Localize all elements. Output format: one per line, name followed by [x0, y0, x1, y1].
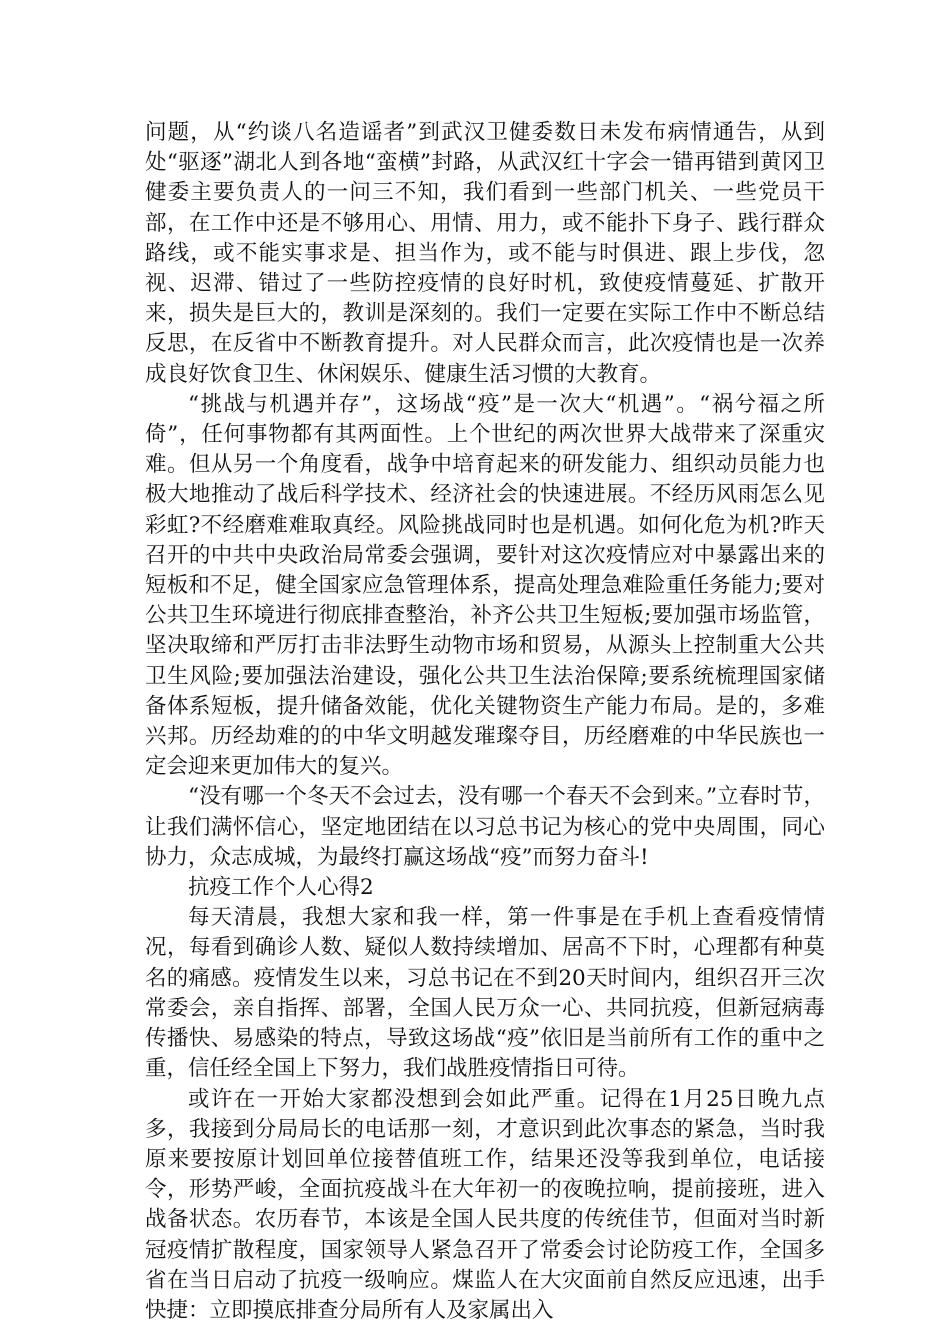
- paragraph-2: “挑战与机遇并存”，这场战“疫”是一次大“机遇”。“祸兮福之所倚”，任何事物都有其两面性。上个世纪的两次世界大战带来了深重灾难。但从另一个角度看，战争中培育起来的研发能力、组织动员能力也极大地推动了战后科学技术、经济社会的快速进展。不经历风雨怎么见彩虹?不经磨难难取真经。风险挑战同时也是机遇。如何化危为机?昨天召开的中共中央政治局常委会强调，要针对这次疫情应对中暴露出来的短板和不足，健全国家应急管理体系，提高处理急难险重任务能力;要对公共卫生环境进行彻底排查整治，补齐公共卫生短板;要加强市场监管，坚决取缔和严厉打击非法野生动物市场和贸易，从源头上控制重大公共卫生风险;要加强法治建设，强化公共卫生法治保障;要系统梳理国家储备体系短板，提升储备效能，优化关键物资生产能力布局。是的，多难兴邦。历经劫难的的中华文明越发璀璨夺目，历经磨难的中华民族也一定会迎来更加伟大的复兴。: [145, 391, 825, 780]
- paragraph-5: 或许在一开始大家都没想到会如此严重。记得在1月25日晚九点多，我接到分局局长的电话那一刻，才意识到此次事态的紧急，当时我原来要按原计划回单位接替值班工作，结果还没等我到单位，电话接令，形势严峻，全面抗疫战斗在大年初一的夜晚拉响，提前接班，进入战备状态。农历春节，本该是全国人民共度的传统佳节，但面对当时新冠疫情扩散程度，国家领导人紧急召开了常委会讨论防疫工作，全国多省在当日启动了抗疫一级响应。煤监人在大灾面前自然反应迅速，出手快捷：立即摸底排查分局所有人及家属出入: [145, 1086, 825, 1323]
- paragraph-4: 每天清晨，我想大家和我一样，第一件事是在手机上查看疫情情况，每看到确诊人数、疑似人数持续增加、居高不下时，心理都有种莫名的痛感。疫情发生以来，习总书记在不到20天时间内，组织召开三次常委会，亲自指挥、部署，全国人民万众一心、共同抗疫，但新冠病毒传播快、易感染的特点，导致这场战“疫”依旧是当前所有工作的重中之重，信任经全国上下努力，我们战胜疫情指日可待。: [145, 905, 825, 1082]
- paragraph-3: “没有哪一个冬天不会过去，没有哪一个春天不会到来。”立春时节，让我们满怀信心，坚定地团结在以习总书记为核心的党中央周围，同心协力，众志成城，为最终打赢这场战“疫”而努力奋斗!: [145, 784, 825, 870]
- paragraph-1: 问题，从“约谈八名造谣者”到武汉卫健委数日未发布病情通告，从到处“驱逐”湖北人到各地“蛮横”封路，从武汉红十字会一错再错到黄冈卫健委主要负责人的一问三不知，我们看到一些部门机关、一些党员干部，在工作中还是不够用心、用情、用力，或不能扑下身子、践行群众路线，或不能实事求是、担当作为，或不能与时俱进、跟上步伐，忽视、迟滞、错过了一些防控疫情的良好时机，致使疫情蔓延、扩散开来，损失是巨大的，教训是深刻的。我们一定要在实际工作中不断总结反思，在反省中不断教育提升。对人民群众而言，此次疫情也是一次养成良好饮食卫生、休闲娱乐、健康生活习惯的大教育。: [145, 120, 825, 387]
- section-heading: 抗疫工作个人心得2: [188, 875, 374, 901]
- document-page: [145, 118, 825, 1326]
